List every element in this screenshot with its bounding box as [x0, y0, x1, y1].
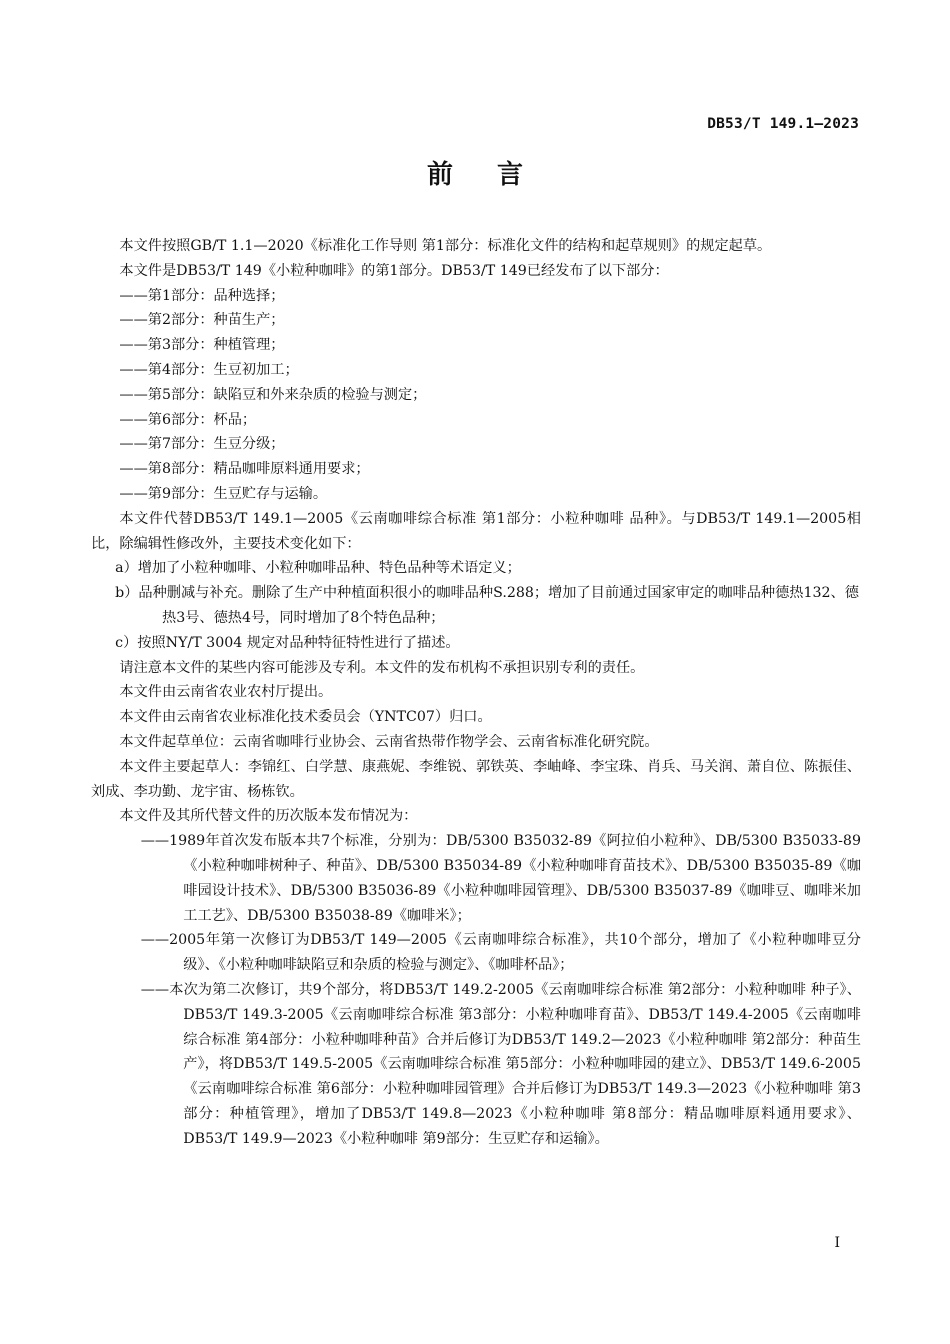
list-item: ——第3部分：种植管理； [119, 337, 285, 354]
paragraph-series-intro: 本文件是DB53/T 149《小粒种咖啡》的第1部分。DB53/T 149已经发布了以下部分： [119, 262, 669, 279]
paragraph-replacement: 本文件代替DB53/T 149.1—2005《云南咖啡综合标准 第1部分：小粒种咖啡 品种》。与DB53/T 149.1—2005相比，除编辑性修改外，主要技术变化如下： [91, 510, 861, 552]
paragraph-proposer: 本文件由云南省农业农村厅提出。 [119, 684, 333, 701]
paragraph-drafting-units: 本文件起草单位：云南省咖啡行业协会、云南省热带作物学会、云南省标准化研究院。 [119, 733, 659, 750]
page-number: I [834, 1235, 840, 1251]
paragraph-patent-notice: 请注意本文件的某些内容可能涉及专利。本文件的发布机构不承担识别专利的责任。 [119, 659, 645, 676]
paragraph-committee: 本文件由云南省农业标准化技术委员会（YNTC07）归口。 [119, 709, 492, 726]
change-item: a）增加了小粒种咖啡、小粒种咖啡品种、特色品种等术语定义； [115, 560, 521, 577]
list-item: ——第8部分：精品咖啡原料通用要求； [119, 461, 370, 478]
change-item: b）品种删减与补充。删除了生产中种植面积很小的咖啡品种S.288；增加了目前通过国家审定的咖啡品种德热132、德热3号、德热4号，同时增加了8个特色品种； [115, 585, 859, 626]
page-title: 前言 [426, 160, 567, 190]
history-item: ——2005年第一次修订为DB53/T 149—2005《云南咖啡综合标准》，共10个部分，增加了《小粒种咖啡豆分级》、《小粒种咖啡缺陷豆和杂质的检验与测定》、《咖啡杯品》； [140, 932, 861, 974]
history-item: ——本次为第二次修订，共9个部分，将DB53/T 149.2-2005《云南咖啡综合标准 第2部分：小粒种咖啡 种子》、DB53/T 149.3-2005《云南咖啡综合标准 第3部分：小粒种咖啡育苗》、DB53/T 149.4-2005《云南咖啡综合标准 第4部分：小粒种咖啡种苗》合并后修订为DB53/T 149.2—2023《小粒种咖啡 第2部分：种苗生产》，将DB53/T 149.5-2005《云南咖啡综合标准 第5部分：小粒种咖啡园的建立》、DB53/T 149.6-2005《云南咖啡综合标准 第6部分：小粒种咖啡园管理》合并后修订为DB53/T 149.3—2023《小粒种咖啡 第3部分：种植管理》，增加了DB53/T 149.8—2023《小粒种咖啡 第8部分：精品咖啡原料通用要求》、DB53/T 149.9—2023《小粒种咖啡 第9部分：生豆贮存和运输》。 [140, 981, 861, 1147]
paragraph-drafting-rules: 本文件按照GB/T 1.1—2020《标准化工作导则 第1部分：标准化文件的结构和起草规则》的规定起草。 [119, 238, 772, 254]
document-code: DB53/T 149.1—2023 [707, 116, 859, 132]
list-item: ——第4部分：生豆初加工； [119, 361, 299, 378]
paragraph-drafters: 本文件主要起草人：李锦红、白学慧、康燕妮、李维锐、郭铁英、李岫峰、李宝珠、肖兵、马关润、萧自位、陈振佳、刘成、李功勤、龙宇宙、杨栋钦。 [91, 758, 861, 800]
list-item: ——第5部分：缺陷豆和外来杂质的检验与测定； [119, 386, 427, 403]
change-item: c）按照NY/T 3004 规定对品种特征特性进行了描述。 [115, 634, 460, 651]
list-item: ——第7部分：生豆分级； [119, 436, 285, 453]
list-item: ——第1部分：品种选择； [119, 287, 285, 304]
list-item: ——第2部分：种苗生产； [119, 312, 285, 329]
paragraph-history-intro: 本文件及其所代替文件的历次版本发布情况为： [119, 808, 418, 825]
list-item: ——第9部分：生豆贮存与运输。 [119, 485, 328, 502]
document-body [91, 234, 861, 1151]
history-item: ——1989年首次发布版本共7个标准，分别为：DB/5300 B35032-89《阿拉伯小粒种》、DB/5300 B35033-89《小粒种咖啡树种子、种苗》、DB/5300 B35034-89《小粒种咖啡育苗技术》、DB/5300 B35035-89《咖啡园设计技术》、DB/5300 B35036-89《小粒种咖啡园管理》、DB/5300 B35037-89《咖啡豆、咖啡米加工工艺》、DB/5300 B35038-89《咖啡米》； [140, 833, 861, 924]
list-item: ——第6部分：杯品； [119, 411, 257, 428]
